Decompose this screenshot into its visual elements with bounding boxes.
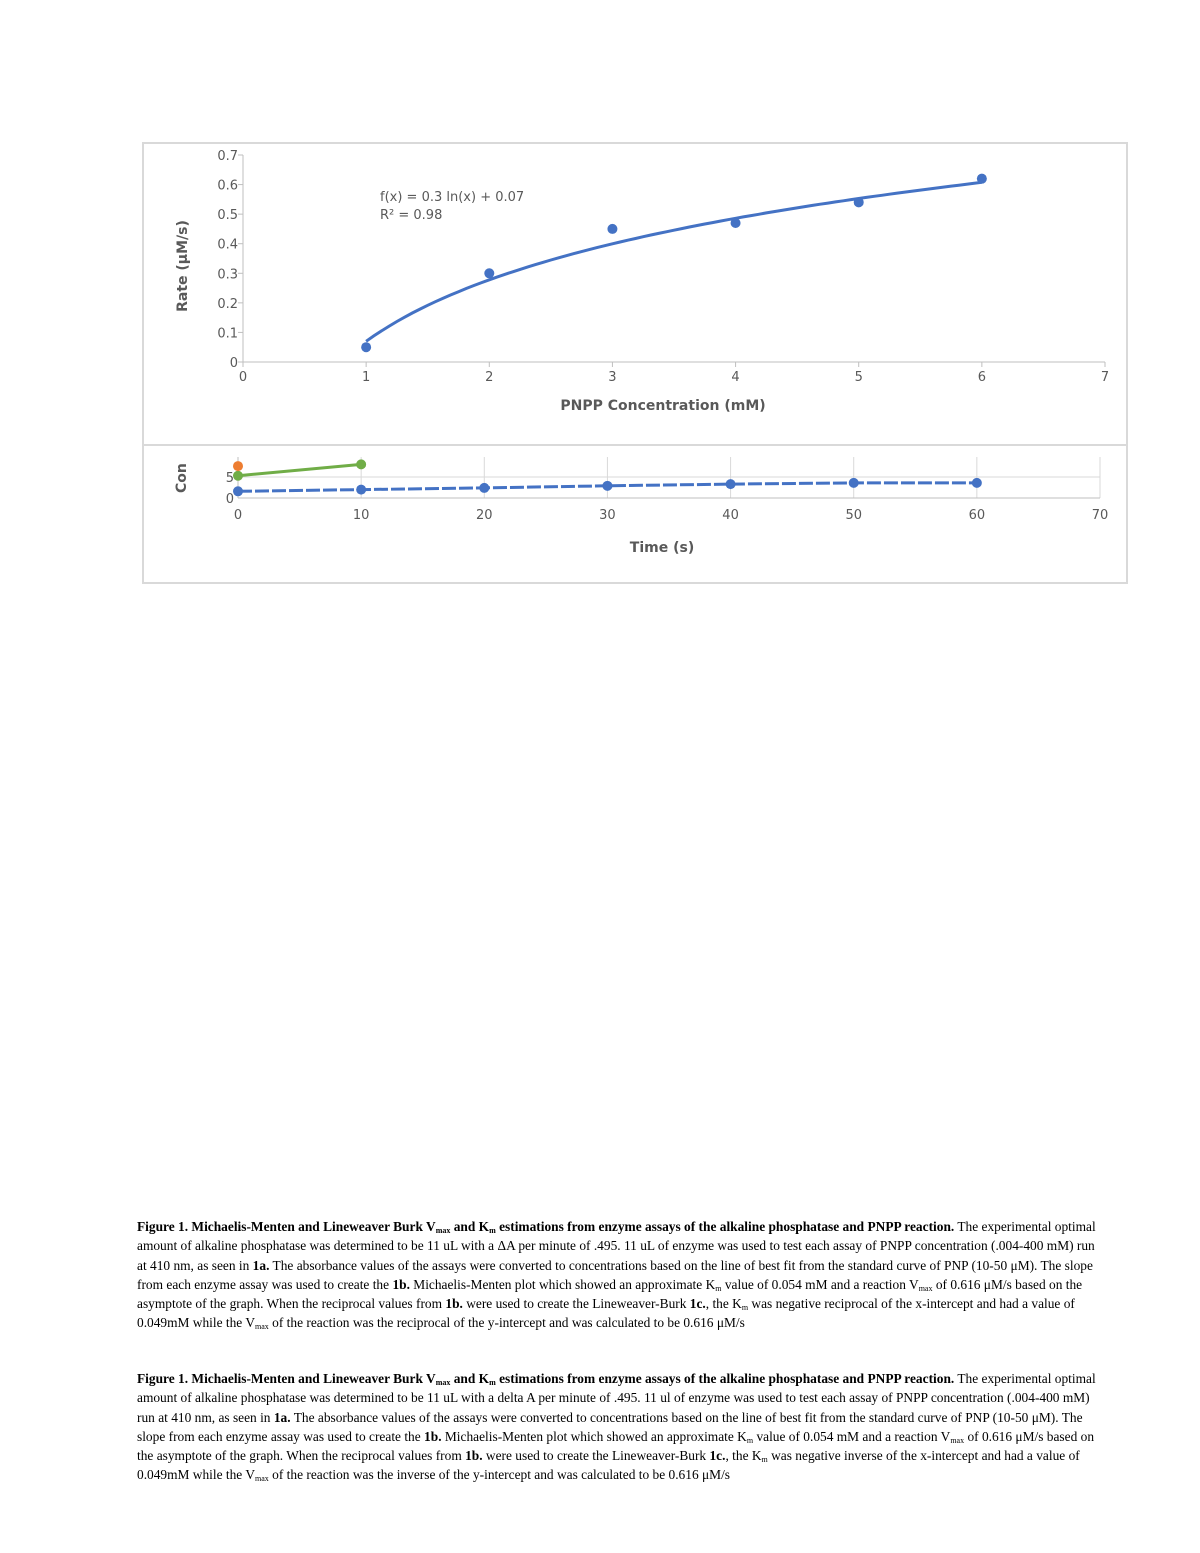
caption-text: The experimental optimal amount of alkaline phosphatase was determined to be 11 uL with a ΔA per minute of .495. 11 uL of enzyme was used to test each assay of PNPP concentration (.004-400 mM) run at 410 nm, as seen in [137,1219,1096,1273]
caption-subscript: max [950,1435,965,1445]
caption-text: Michaelis-Menten plot which showed an approximate K [441,1428,747,1444]
data-point [356,485,366,495]
caption-title-text: and K [450,1371,490,1386]
y-tick-label: 0 [229,356,238,371]
y-tick-label: 0.3 [217,267,238,283]
caption-bold: 1b. [445,1296,463,1312]
data-point [356,459,366,469]
caption-text: of 0.616 μM/s based on the asymptote of the graph. When the reciprocal values from [137,1276,1083,1312]
time-course-chart [174,457,1108,556]
caption-subscript: m [489,1226,496,1235]
caption-title-text: estimations from enzyme assays of the alkaline phosphatase and PNPP reaction. [495,1371,955,1386]
plot-area [233,457,1100,498]
trendline [366,182,982,341]
caption-subscript: max [255,1322,269,1332]
series-line [238,464,361,475]
x-tick-label: 6 [977,370,986,385]
x-tick-label: 40 [722,508,739,523]
caption-title-text: estimations from enzyme assays of the alkaline phosphatase and PNPP reaction. [495,1219,955,1234]
caption-subscript: max [435,1378,451,1387]
y-axis-label: Con [174,463,190,493]
caption-bold: 1c. [689,1296,706,1312]
x-tick-label: 20 [476,508,493,523]
y-axis-label: Rate (µM/s) [175,220,191,312]
x-tick-label: 4 [731,370,740,385]
x-axis-label: PNPP Concentration (mM) [560,398,766,414]
data-point [607,224,617,234]
caption-subscript: max [255,1474,269,1484]
caption-text: of the reaction was the inverse of the y-intercept and was calculated to be 0.616 μM/s [268,1467,730,1483]
caption-subscript: m [489,1378,496,1387]
x-tick-label: 5 [854,370,863,385]
caption-title [137,1371,954,1386]
data-point [854,197,864,207]
data-point [233,461,243,471]
x-tick-label: 0 [233,508,243,523]
caption-bold: 1c. [709,1448,726,1464]
data-point [977,174,987,184]
caption-subscript: m [761,1455,768,1465]
caption-bold: 1a. [273,1409,291,1425]
caption-title-text: Figure 1. Michaelis-Menten and Lineweaver Burk V [137,1219,436,1234]
figure-caption-1 [137,1217,1103,1333]
data-point [233,471,243,481]
trendline-r-squared: R² = 0.98 [380,208,443,223]
trendline-equation: f(x) = 0.3 ln(x) + 0.07 [380,190,525,205]
x-tick-label: 70 [1091,508,1109,523]
caption-text: Michaelis-Menten plot which showed an approximate K [409,1276,716,1292]
caption-text: value of 0.054 mM and a reaction V [753,1428,951,1444]
x-tick-label: 0 [238,370,248,385]
caption-text: The absorbance values of the assays were converted to concentrations based on the line of best fit from the standard curve of PNP (10-50 μM). The slope from each enzyme assay was used to create the [137,1257,1093,1292]
x-tick-label: 60 [968,508,986,523]
caption-bold: 1b. [424,1428,442,1444]
caption-text: were used to create the Lineweaver-Burk [482,1448,710,1464]
data-point [233,486,243,496]
caption-bold: 1b. [465,1448,483,1464]
caption-bold: 1a. [252,1257,270,1273]
y-tick-label: 0.2 [217,296,238,312]
data-point [361,342,371,352]
data-point [602,481,612,491]
y-tick-label: 0 [225,492,234,507]
x-tick-label: 3 [608,370,617,385]
michaelis-menten-chart [175,149,1109,414]
caption-title [137,1219,954,1234]
caption-bold: 1b. [392,1276,410,1292]
y-tick-label: 0.7 [217,149,238,164]
caption-text: of 0.616 μM/s based on the asymptote of the graph. When the reciprocal values from [137,1428,1095,1464]
caption-subscript: m [746,1435,754,1445]
caption-text: The experimental optimal amount of alkaline phosphatase was determined to be 11 uL with a delta A per minute of .495. 11 ul of enzyme was used to test each assay of PNPP concentration (.004-400 mM) run at 410 nm, as seen in [137,1371,1096,1425]
caption-text: The absorbance values of the assays were converted to concentrations based on the line of best fit from the standard curve of PNP (10-50 μM). The slope from each enzyme assay was used to create the [137,1409,1083,1444]
caption-text: of the reaction was the reciprocal of the y-intercept and was calculated to be 0.616 μM/s [268,1315,745,1331]
data-point [972,478,982,488]
figure-caption-2 [137,1369,1103,1485]
y-tick-label: 5 [225,471,234,486]
x-tick-label: 10 [352,508,370,523]
data-point [479,483,489,493]
x-axis-label: Time (s) [629,540,695,556]
caption-subscript: m [741,1303,749,1313]
caption-subscript: m [715,1283,722,1293]
caption-text: was negative reciprocal of the x-intercept and had a value of 0.049mM while the V [137,1296,1075,1331]
caption-text: , the K [705,1296,742,1312]
x-tick-label: 30 [599,508,616,523]
x-tick-label: 50 [845,508,862,523]
caption-subscript: max [918,1283,933,1293]
y-tick-label: 0.1 [217,326,238,342]
chart-svg [0,0,1200,600]
caption-text: value of 0.054 mM and a reaction V [721,1276,919,1292]
x-tick-label: 1 [362,370,371,385]
data-point [726,479,736,489]
caption-text: , the K [725,1448,762,1464]
y-tick-label: 0.6 [217,178,238,194]
y-tick-label: 0.4 [217,237,238,253]
x-tick-label: 2 [485,370,494,385]
caption-text: was negative inverse of the x-intercept and had a value of 0.049mM while the V [137,1448,1080,1483]
x-tick-label: 7 [1100,370,1110,385]
data-point [731,218,741,228]
caption-title-text: Figure 1. Michaelis-Menten and Lineweaver Burk V [137,1371,436,1386]
caption-text: were used to create the Lineweaver-Burk [462,1296,690,1312]
data-point [484,268,494,278]
y-tick-label: 0.5 [217,208,238,224]
caption-subscript: max [435,1226,451,1235]
data-point [849,478,859,488]
caption-title-text: and K [450,1219,490,1234]
